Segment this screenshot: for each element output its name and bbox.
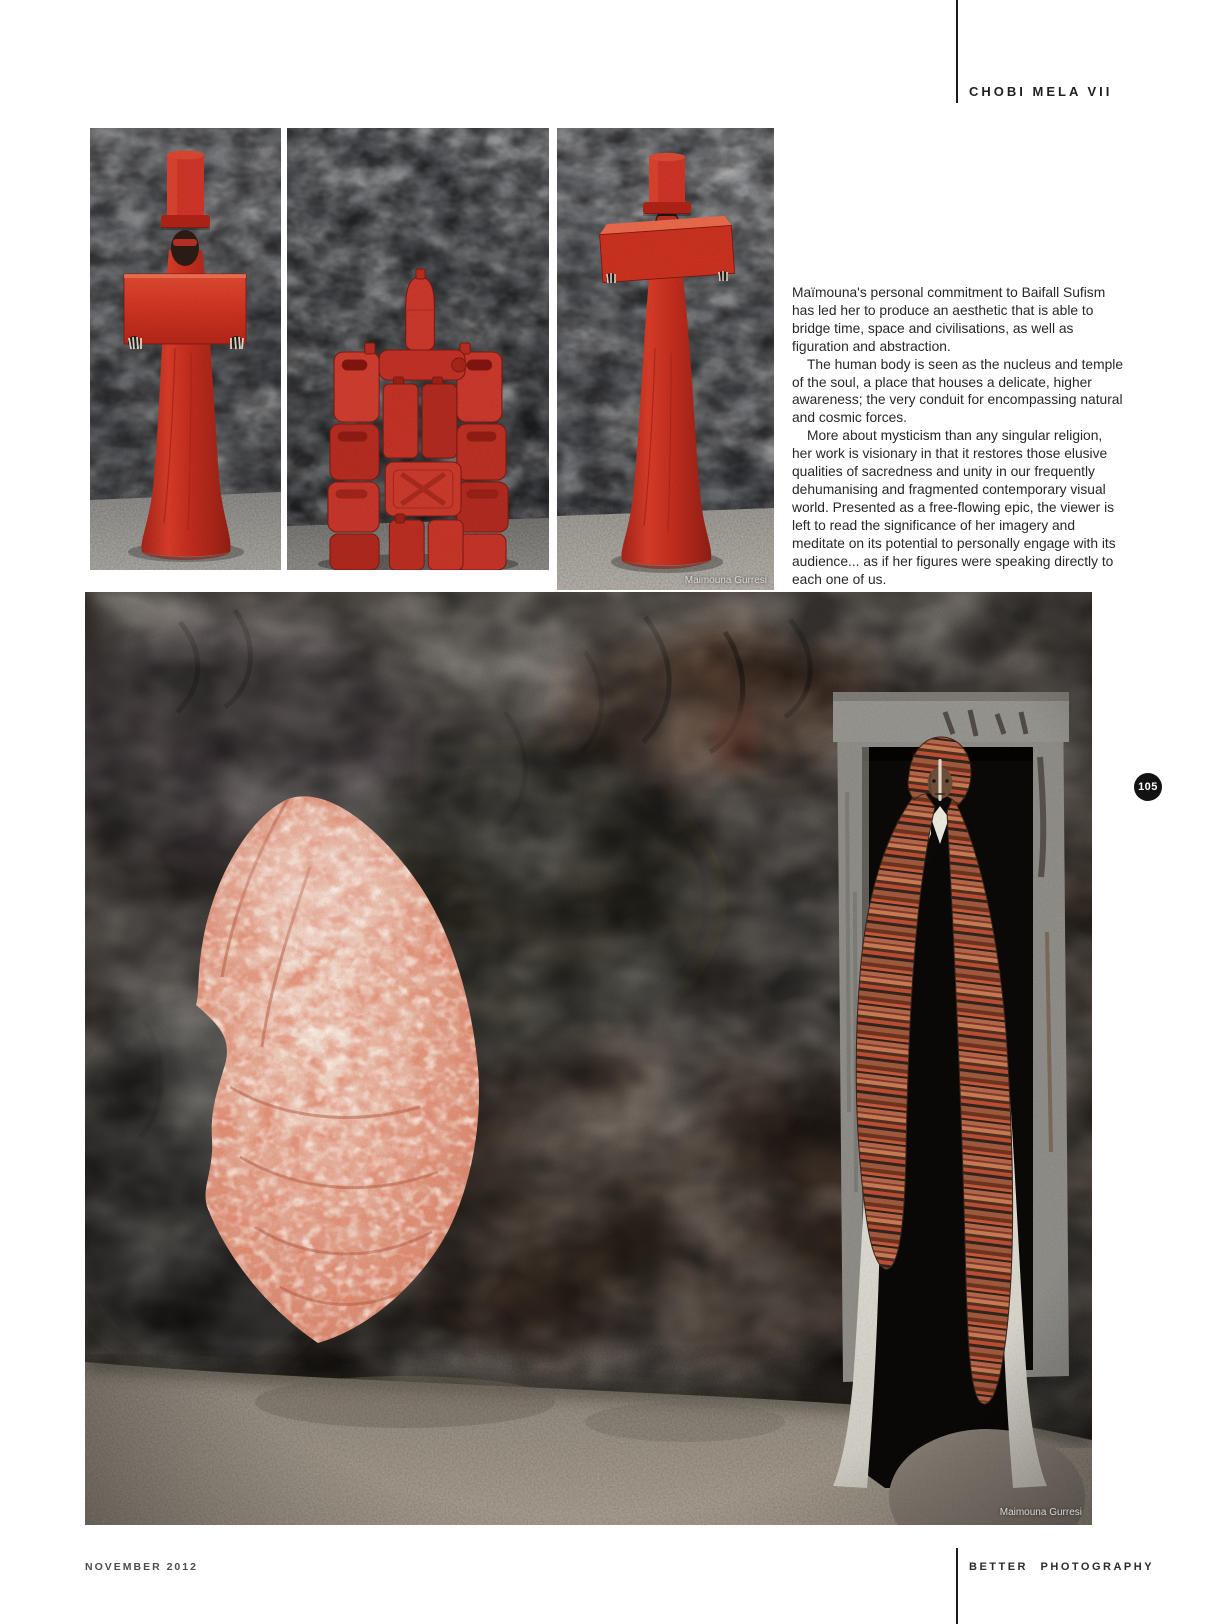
footer-issue-date: NOVEMBER 2012	[85, 1561, 198, 1573]
photo-credit-main: Maimouna Gurresi	[999, 1507, 1082, 1518]
page-number-badge: 105	[1134, 773, 1162, 801]
photo-credit-triptych: Maimouna Gurresi	[684, 575, 767, 586]
triptych-photo-3	[557, 128, 774, 590]
footer-magazine-name: BETTER PHOTOGRAPHY	[969, 1561, 1155, 1573]
footer-rule	[956, 1548, 958, 1624]
header-rule	[956, 0, 958, 103]
photo-3-art	[557, 128, 774, 590]
triptych-photo-2	[287, 128, 549, 570]
section-title: CHOBI MELA VII	[969, 84, 1113, 99]
main-photo	[85, 592, 1092, 1525]
photo-2-art	[287, 128, 549, 570]
paragraph-1: Maïmouna's personal commitment to Baifall Sufism has led her to produce an aesthetic that is able to bridge time, space and civilisations, as well as figuration and abstraction.	[792, 285, 1106, 354]
paragraph-3: More about mysticism than any singular religion, her work is visionary in that it restores those elusive qualities of sacredness and unity in our frequently dehumanising and fragmented contemporary visual world. Presented as a free-flowing epic, the viewer is left to read the significance of her imagery and meditate on its potential to personally engage with its audience... as if her figures were speaking directly to each one of us.	[792, 428, 1116, 587]
triptych-photo-1	[90, 128, 281, 570]
photo-1-art	[90, 128, 281, 570]
article-text	[792, 284, 1124, 588]
paragraph-2: The human body is seen as the nucleus and temple of the soul, a place that houses a delicate, higher awareness; the very conduit for encompassing natural and cosmic forces.	[792, 356, 1123, 426]
main-photo-art	[85, 592, 1092, 1525]
